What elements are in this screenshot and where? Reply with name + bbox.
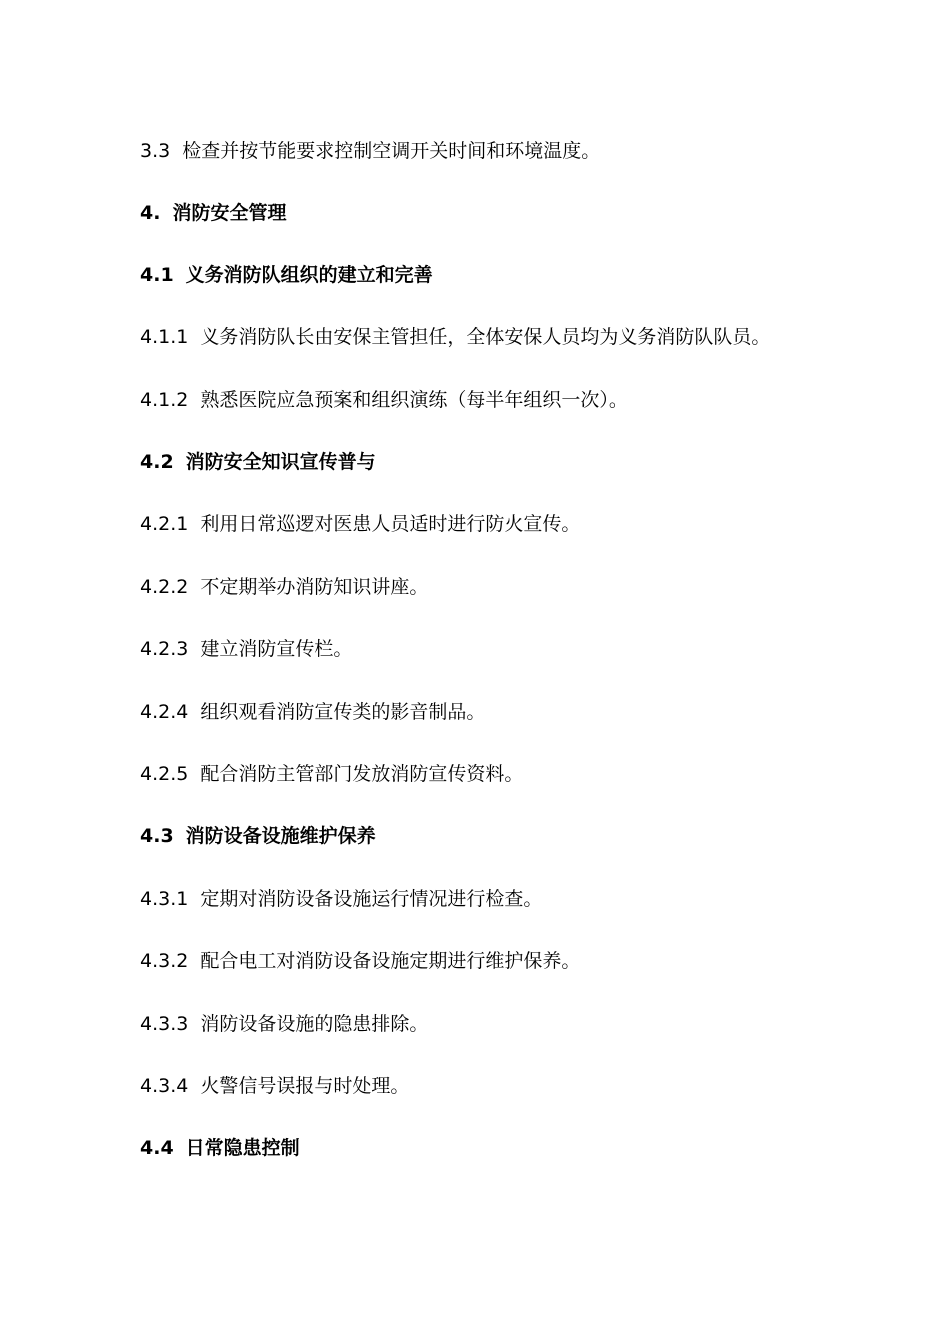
paragraph-4-1-2	[140, 388, 628, 412]
section-number: 4.4	[140, 1137, 174, 1159]
section-number: 4.2.2	[140, 576, 189, 598]
paragraph-4-2-2	[140, 575, 428, 599]
paragraph-4-3-3	[140, 1012, 428, 1036]
paragraph-4-3-1	[140, 887, 542, 911]
section-number: 4.2.1	[140, 513, 189, 535]
heading-text: 日常隐患控制	[185, 1137, 300, 1159]
heading-4-4	[140, 1136, 300, 1160]
paragraph-text: 不定期举办消防知识讲座。	[200, 576, 429, 598]
section-number: 4.3.2	[140, 950, 189, 972]
paragraph-text: 建立消防宣传栏。	[200, 638, 353, 660]
paragraph-4-2-1	[140, 512, 580, 536]
paragraph-4-2-4	[140, 700, 485, 724]
section-number: 4.2.5	[140, 763, 189, 785]
paragraph-text: 配合电工对消防设备设施定期进行维护保养。	[200, 950, 581, 972]
paragraph-4-2-5	[140, 762, 523, 786]
section-number: 3.3	[140, 140, 171, 162]
section-number: 4.2	[140, 451, 174, 473]
paragraph-text: 利用日常巡逻对医患人员适时进行防火宣传。	[200, 513, 581, 535]
section-number: 4.3.1	[140, 888, 189, 910]
section-number: 4.3.3	[140, 1013, 189, 1035]
heading-text: 义务消防队组织的建立和完善	[185, 264, 433, 286]
section-number: 4.2.3	[140, 638, 189, 660]
section-number: 4.1.1	[140, 326, 189, 348]
paragraph-text: 定期对消防设备设施运行情况进行检查。	[200, 888, 543, 910]
heading-text: 消防设备设施维护保养	[185, 825, 376, 847]
paragraph-4-3-4	[140, 1074, 409, 1098]
section-number: 4.3	[140, 825, 174, 847]
section-number: 4.2.4	[140, 701, 189, 723]
paragraph-4-2-3	[140, 637, 352, 661]
heading-4-3	[140, 824, 376, 848]
paragraph-text: 义务消防队长由安保主管担任，全体安保人员均为义务消防队队员。	[200, 326, 771, 348]
section-number: 4.	[140, 202, 161, 224]
heading-4-1	[140, 263, 433, 287]
heading-text: 消防安全管理	[172, 202, 287, 224]
paragraph-4-3-2	[140, 949, 580, 973]
heading-4	[140, 201, 286, 225]
section-number: 4.1	[140, 264, 174, 286]
paragraph-4-1-1	[140, 325, 770, 349]
section-number: 4.1.2	[140, 389, 189, 411]
paragraph-text: 火警信号误报与时处理。	[200, 1075, 410, 1097]
paragraph-text: 检查并按节能要求控制空调开关时间和环境温度。	[182, 140, 601, 162]
paragraph-text: 熟悉医院应急预案和组织演练（每半年组织一次）。	[200, 389, 628, 411]
heading-4-2	[140, 450, 376, 474]
paragraph-text: 消防设备设施的隐患排除。	[200, 1013, 429, 1035]
section-number: 4.3.4	[140, 1075, 189, 1097]
paragraph-text: 配合消防主管部门发放消防宣传资料。	[200, 763, 524, 785]
paragraph-3-3	[140, 139, 600, 163]
heading-text: 消防安全知识宣传普与	[185, 451, 376, 473]
paragraph-text: 组织观看消防宣传类的影音制品。	[200, 701, 486, 723]
